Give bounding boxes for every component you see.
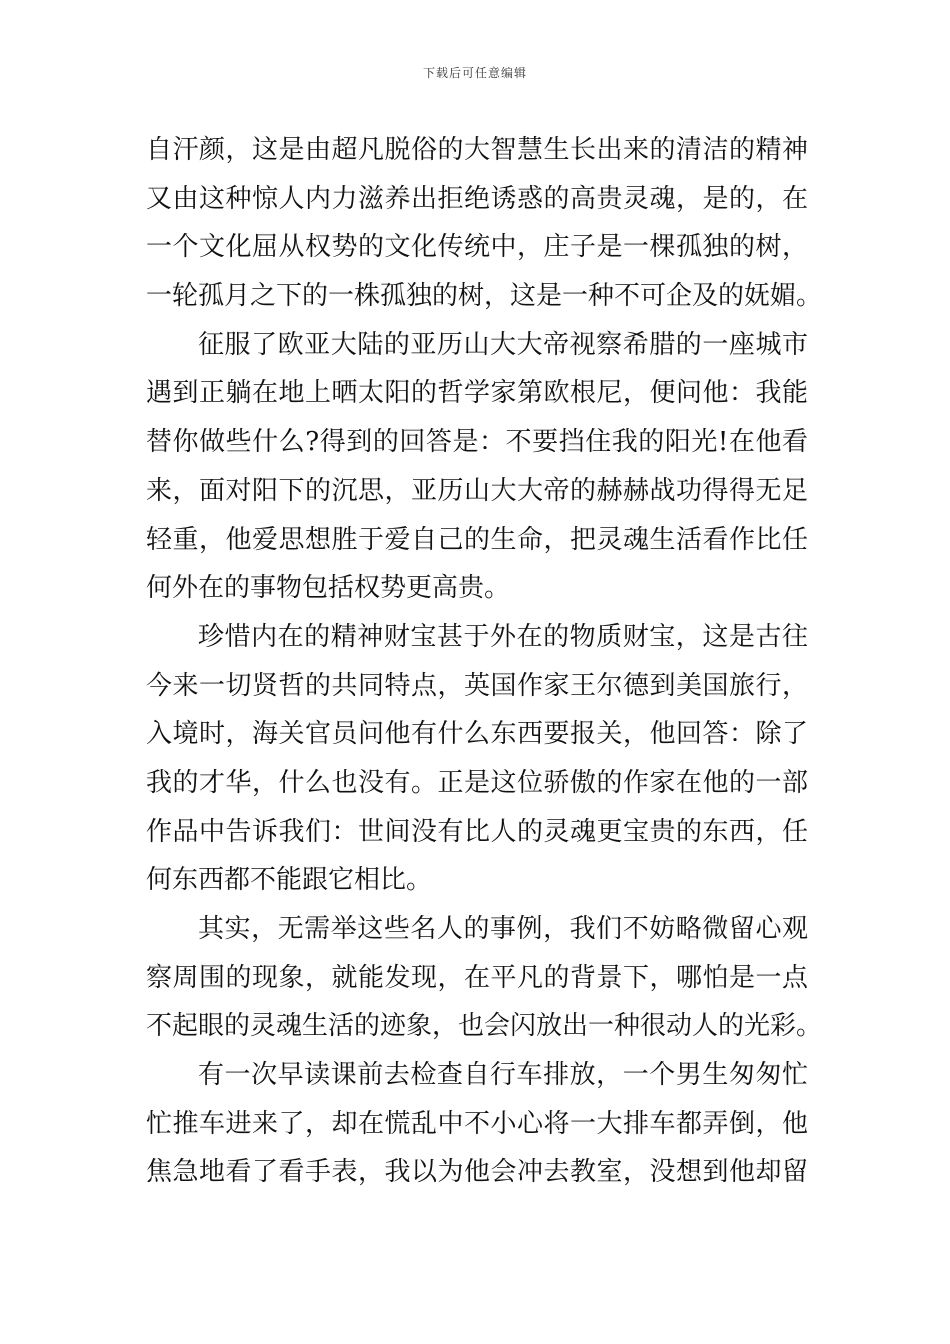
- paragraph-first-line: 珍惜内在的精神财宝甚于外在的物质财宝，这是古往: [198, 621, 808, 652]
- text-line: 一轮孤月之下的一株孤独的树，这是一种不可企及的妩媚。: [146, 281, 823, 312]
- text-line: 替你做些什么?得到的回答是：不要挡住我的阳光!在他看: [146, 427, 808, 458]
- text-line: 何外在的事物包括权势更高贵。: [146, 573, 511, 604]
- document-body: [146, 126, 823, 1197]
- text-line: 我的才华，什么也没有。正是这位骄傲的作家在他的一部: [146, 767, 808, 798]
- paragraph-first-line: 有一次早读课前去检查自行车排放，一个男生匆匆忙: [198, 1060, 808, 1091]
- text-line: 入境时，海关官员问他有什么东西要报关，他回答：除了: [146, 719, 808, 750]
- text-line: 遇到正躺在地上晒太阳的哲学家第欧根尼，便问他：我能: [146, 378, 808, 409]
- text-line: 今来一切贤哲的共同特点，英国作家王尔德到美国旅行，: [146, 670, 808, 701]
- text-line: 焦急地看了看手表，我以为他会冲去教室，没想到他却留: [146, 1157, 808, 1188]
- paragraph-first-line: 其实，无需举这些名人的事例，我们不妨略微留心观: [198, 914, 808, 944]
- text-line: 又由这种惊人内力滋养出拒绝诱惑的高贵灵魂，是的，在: [146, 183, 808, 214]
- text-line: 轻重，他爱思想胜于爱自己的生命，把灵魂生活看作比任: [146, 524, 808, 555]
- text-line: 一个文化屈从权势的文化传统中，庄子是一棵孤独的树，: [146, 232, 808, 263]
- paragraph-first-line: 征服了欧亚大陆的亚历山大大帝视察希腊的一座城市: [198, 329, 808, 360]
- page-header: 下载后可任意编辑: [422, 66, 527, 80]
- text-line: 忙推车进来了，却在慌乱中不小心将一大排车都弄倒，他: [146, 1108, 808, 1139]
- text-line: 何东西都不能跟它相比。: [146, 865, 433, 896]
- text-line: 自汗颜，这是由超凡脱俗的大智慧生长出来的清洁的精神: [146, 135, 808, 165]
- text-line: 作品中告诉我们：世间没有比人的灵魂更宝贵的东西，任: [146, 816, 808, 847]
- text-line: 察周围的现象，就能发现，在平凡的背景下，哪怕是一点: [146, 962, 808, 993]
- text-line: 来，面对阳下的沉思，亚历山大大帝的赫赫战功得得无足: [146, 475, 808, 506]
- text-line: 不起眼的灵魂生活的迹象，也会闪放出一种很动人的光彩。: [146, 1011, 823, 1042]
